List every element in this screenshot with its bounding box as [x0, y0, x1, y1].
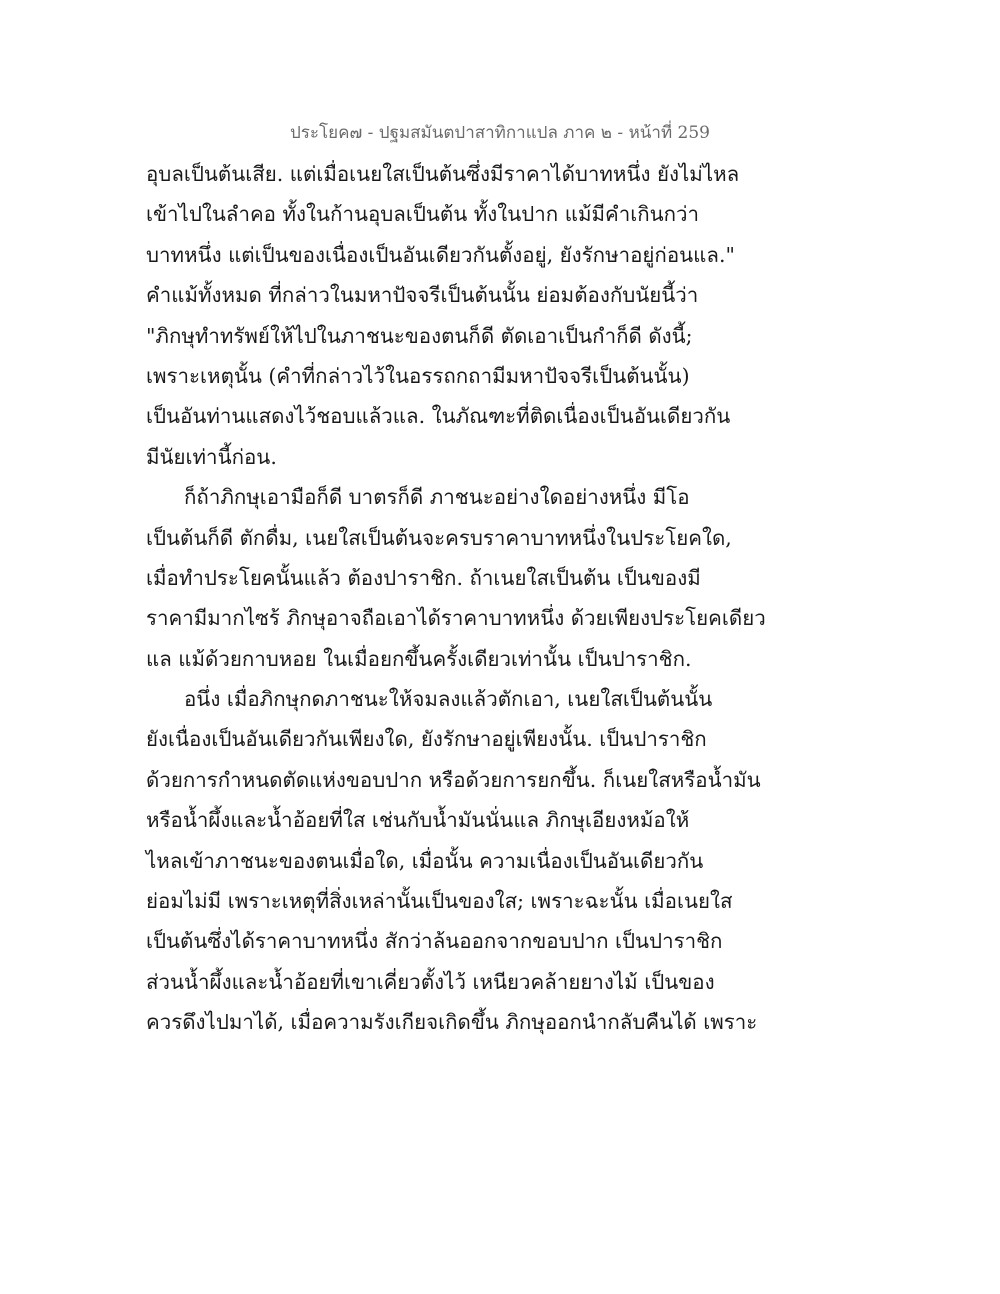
text-line: "ภิกษุทำทรัพย์ให้ไปในภาชนะของตนก็ดี ตัดเอาเป็นกำก็ดี ดังนี้;	[146, 323, 693, 348]
text-line: ยังเนื่องเป็นอันเดียวกันเพียงใด, ยังรักษาอยู่เพียงนั้น. เป็นปาราชิก	[146, 727, 707, 752]
text-line: เป็นอันท่านแสดงไว้ชอบแล้วแล. ในภัณฑะที่ติดเนื่องเป็นอันเดียวกัน	[146, 404, 731, 429]
text-line: แล แม้ด้วยกาบหอย ในเมื่อยกขึ้นครั้งเดียวเท่านั้น เป็นปาราชิก.	[146, 646, 692, 671]
text-line: ควรดึงไปมาได้, เมื่อความรังเกียจเกิดขึ้น ภิกษุออกนำกลับคืนได้ เพราะ	[146, 1010, 758, 1035]
text-line: อุบลเป็นต้นเสีย. แต่เมื่อเนยใสเป็นต้นซึ่งมีราคาได้บาทหนึ่ง ยังไม่ไหล	[146, 162, 740, 186]
text-line: ด้วยการกำหนดตัดแห่งขอบปาก หรือด้วยการยกขึ้น. ก็เนยใสหรือน้ำมัน	[146, 767, 761, 792]
text-line: ย่อมไม่มี เพราะเหตุที่สิ่งเหล่านั้นเป็นของใส; เพราะฉะนั้น เมื่อเนยใส	[146, 889, 733, 914]
text-line: ไหลเข้าภาชนะของตนเมื่อใด, เมื่อนั้น ความเนื่องเป็นอันเดียวกัน	[146, 848, 704, 873]
page-header: ประโยค๗ - ปฐมสมันตปาสาทิกาแปล ภาค ๒ - หน้าที่ 259	[289, 123, 710, 143]
paragraph-start-line: ก็ถ้าภิกษุเอามือก็ดี บาตรก็ดี ภาชนะอย่างใดอย่างหนึ่ง มีโอ	[184, 485, 690, 510]
text-line: บาทหนึ่ง แต่เป็นของเนื่องเป็นอันเดียวกันตั้งอยู่, ยังรักษาอยู่ก่อนแล."	[146, 242, 735, 267]
text-line: เป็นต้นซึ่งได้ราคาบาทหนึ่ง สักว่าล้นออกจากขอบปาก เป็นปาราชิก	[146, 929, 723, 954]
text-line: มีนัยเท่านี้ก่อน.	[146, 444, 277, 469]
text-line: ราคามีมากไซร้ ภิกษุอาจถือเอาได้ราคาบาทหนึ่ง ด้วยเพียงประโยคเดียว	[146, 606, 766, 631]
text-line: คำแม้ทั้งหมด ที่กล่าวในมหาปัจจรีเป็นต้นนั้น ย่อมต้องกับนัยนี้ว่า	[146, 283, 699, 308]
text-line: เมื่อทำประโยคนั้นแล้ว ต้องปาราชิก. ถ้าเนยใสเป็นต้น เป็นของมี	[146, 565, 701, 590]
text-line: เข้าไปในลำคอ ทั้งในก้านอุบลเป็นต้น ทั้งในปาก แม้มีคำเกินกว่า	[146, 202, 700, 227]
paragraph-start-line: อนึ่ง เมื่อภิกษุกดภาชนะให้จมลงแล้วตักเอา, เนยใสเป็นต้นนั้น	[184, 687, 713, 712]
text-line: เพราะเหตุนั้น (คำที่กล่าวไว้ในอรรถกถามีมหาปัจจรีเป็นต้นนั้น)	[146, 363, 690, 388]
text-line: ส่วนน้ำผึ้งและน้ำอ้อยที่เขาเคี่ยวตั้งไว้ เหนียวคล้ายยางไม้ เป็นของ	[146, 969, 715, 994]
text-line: หรือน้ำผึ้งและน้ำอ้อยที่ใส เช่นกับน้ำมันนั่นแล ภิกษุเอียงหม้อให้	[146, 808, 690, 833]
text-line: เป็นต้นก็ดี ตักดื่ม, เนยใสเป็นต้นจะครบราคาบาทหนึ่งในประโยคใด,	[146, 525, 732, 550]
body-text	[146, 154, 766, 1043]
